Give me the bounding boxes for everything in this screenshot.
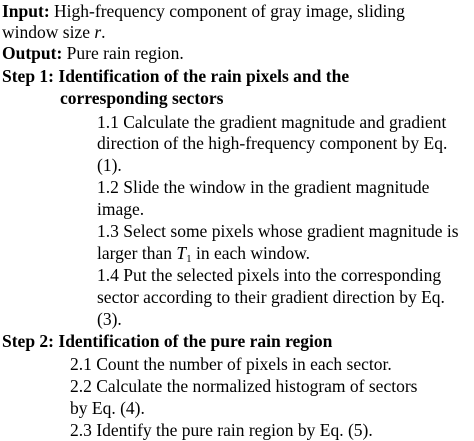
step1-item-4-line-2: sector according to their gradient direction by Eq. bbox=[97, 287, 445, 307]
input-line-1 bbox=[2, 0, 405, 22]
output-text: Pure rain region. bbox=[62, 43, 184, 63]
step1-item-3-text-pre: larger than bbox=[97, 243, 177, 263]
input-line-2 bbox=[2, 21, 106, 43]
step1-item-4-line-3: (3). bbox=[97, 309, 122, 329]
step2-item-3-line-1: 2.3 Identify the pure rain region by Eq. (5). bbox=[70, 420, 373, 440]
step1-item-3-line-1: 1.3 Select some pixels whose gradient magnitude is bbox=[97, 221, 459, 241]
step1-item-2-line-1: 1.2 Slide the window in the gradient magnitude bbox=[97, 177, 430, 197]
step1-item-1-line-3: (1). bbox=[97, 155, 122, 175]
step2-item-2-line-1: 2.2 Calculate the normalized histogram of sectors bbox=[70, 376, 418, 396]
step1-item-2-line-2: image. bbox=[97, 199, 145, 219]
step1-item-3-text-post: in each window. bbox=[191, 243, 311, 263]
step1-item-3-line-2 bbox=[97, 242, 310, 264]
input-label: Input: bbox=[2, 1, 50, 21]
input-text-end: . bbox=[101, 22, 106, 42]
input-var-r: r bbox=[94, 22, 102, 42]
threshold-var-T: T bbox=[176, 243, 187, 263]
step2-item-1-line-1: 2.1 Count the number of pixels in each sector. bbox=[70, 354, 392, 374]
step1-title-line-1: Step 1: Identification of the rain pixels and the bbox=[2, 66, 350, 86]
step1-item-4-line-1: 1.4 Put the selected pixels into the corresponding bbox=[97, 265, 442, 285]
step2-item-2-line-2: by Eq. (4). bbox=[70, 398, 145, 418]
output-label: Output: bbox=[2, 43, 63, 63]
input-text-2: window size bbox=[2, 22, 95, 42]
step1-item-1-line-2: direction of the high-frequency component by Eq. bbox=[97, 133, 448, 153]
step1-title-line-2: corresponding sectors bbox=[60, 88, 224, 108]
step1-item-1-line-1: 1.1 Calculate the gradient magnitude and gradient bbox=[97, 112, 447, 132]
threshold-subscript: 1 bbox=[186, 253, 192, 265]
step2-title: Step 2: Identification of the pure rain region bbox=[2, 331, 333, 351]
output-line bbox=[2, 42, 184, 64]
input-text-1: High-frequency component of gray image, sliding bbox=[49, 1, 405, 21]
